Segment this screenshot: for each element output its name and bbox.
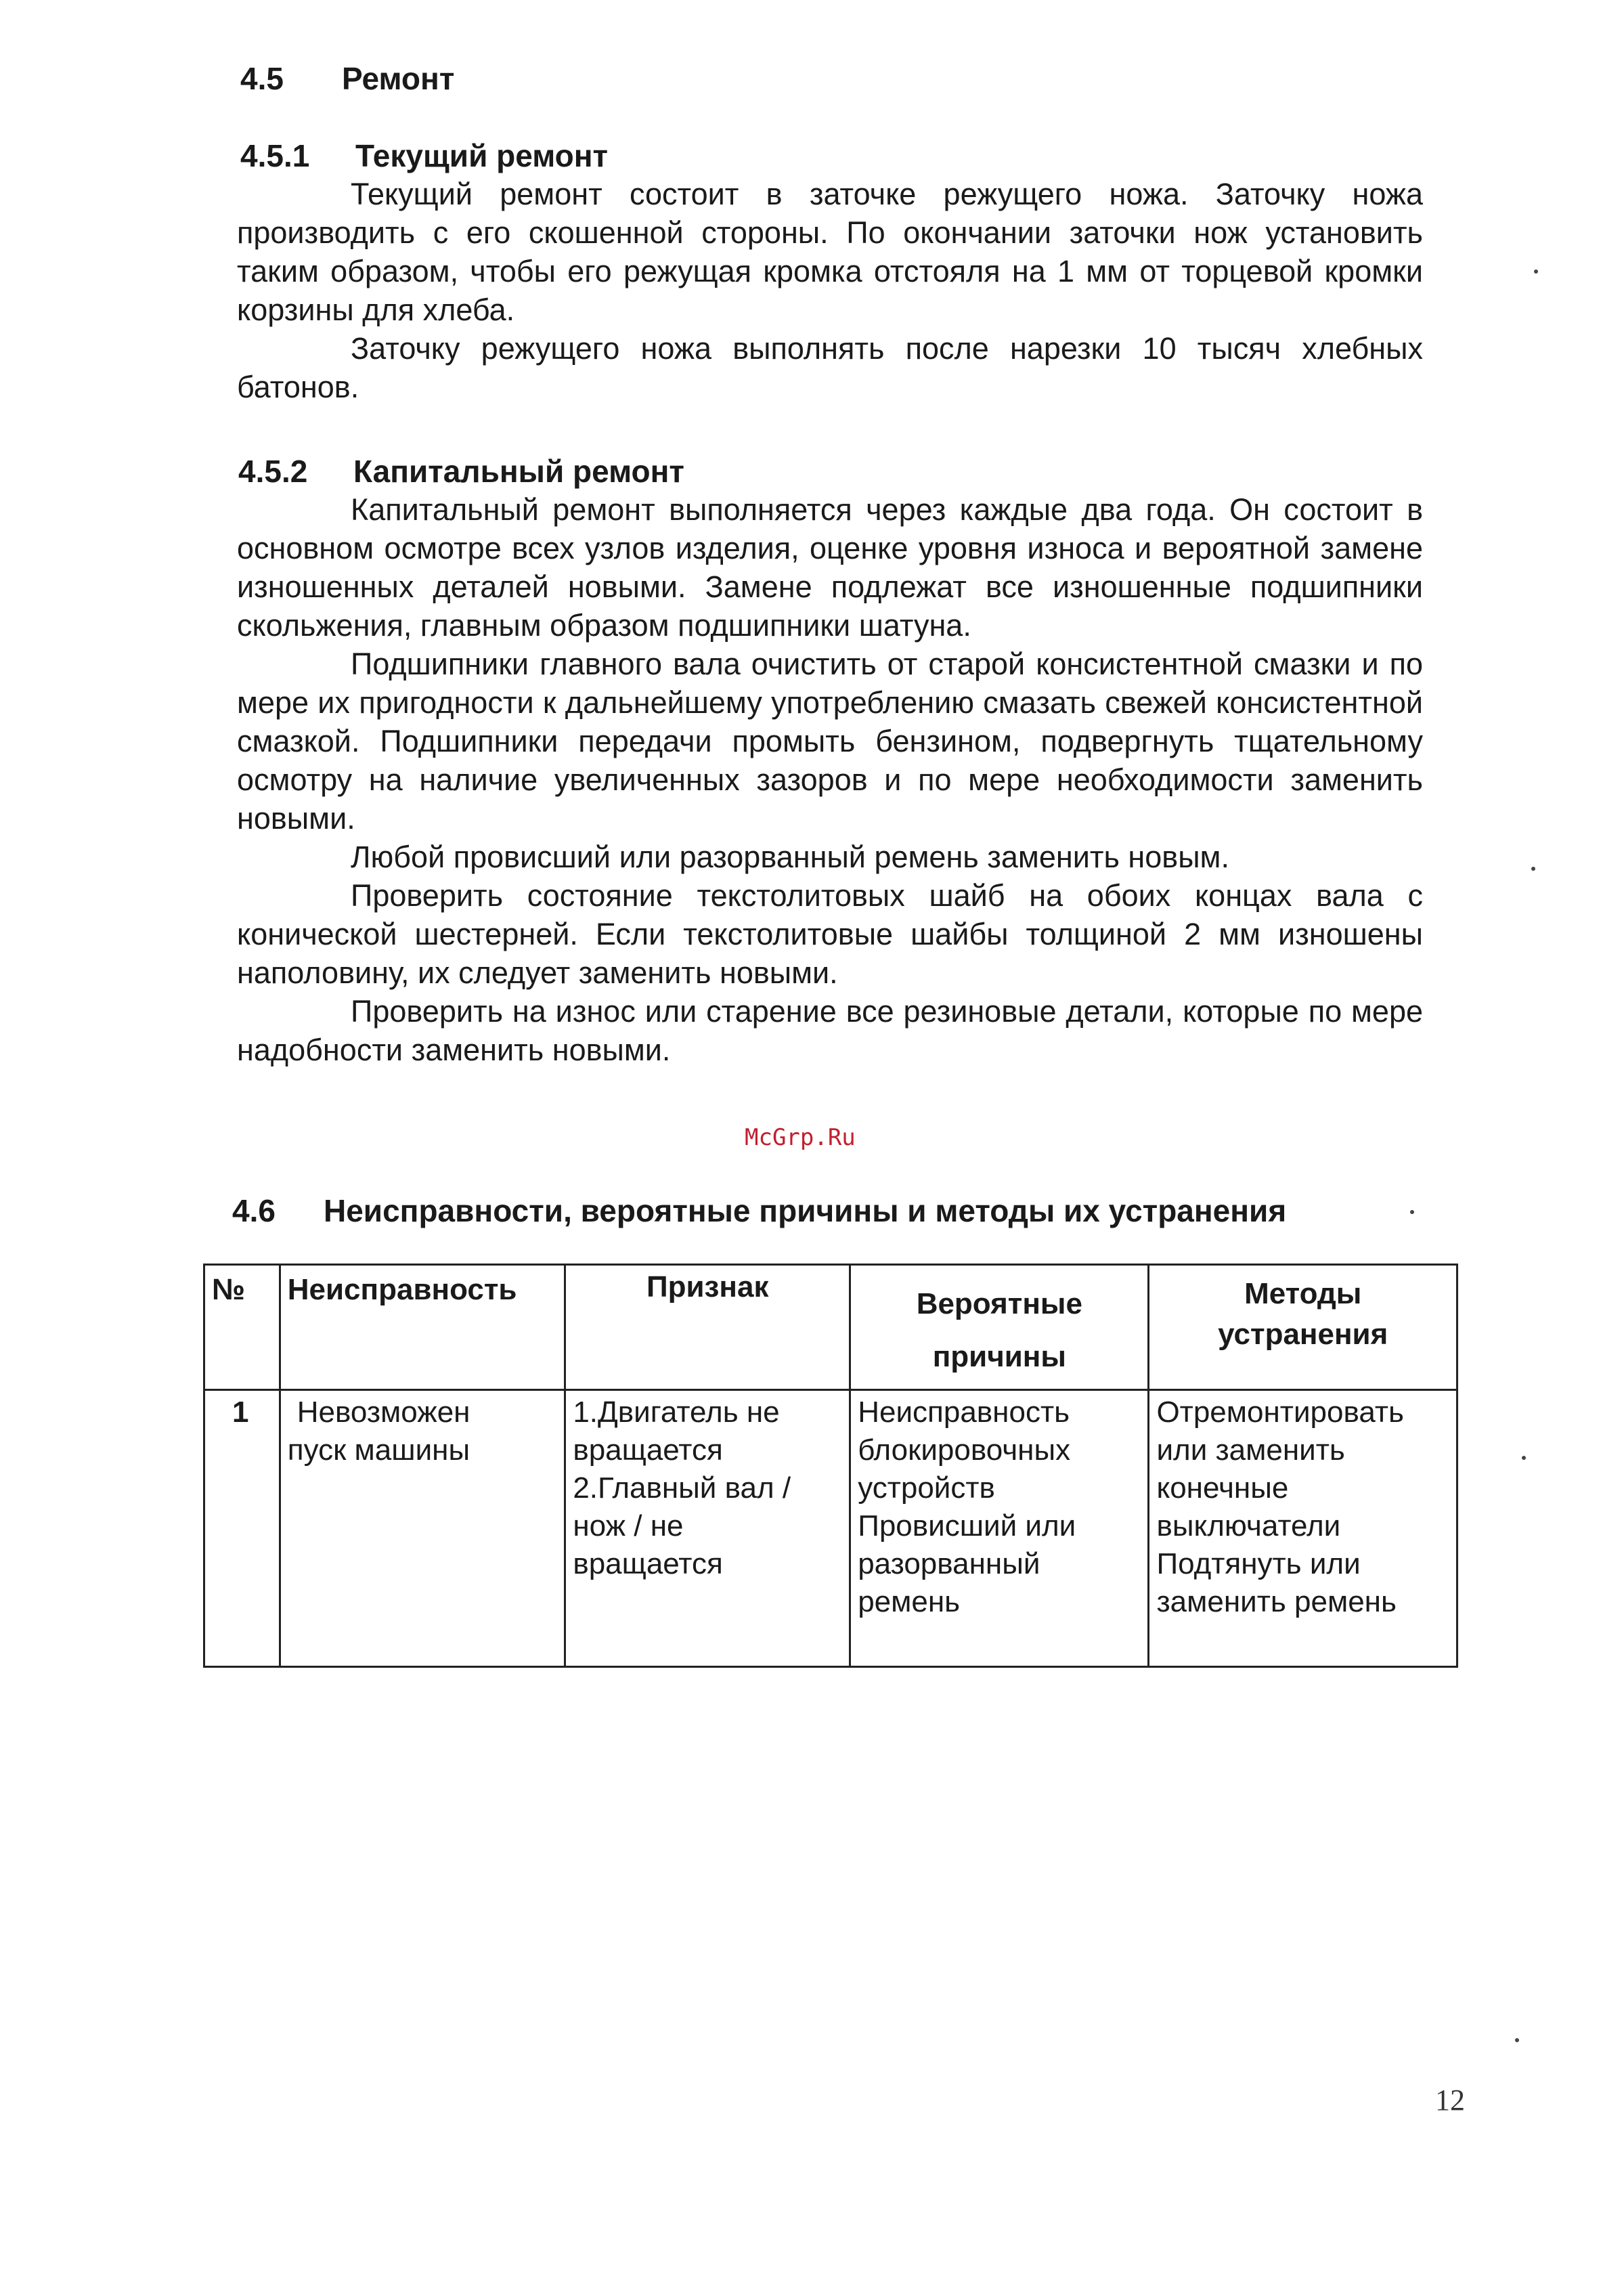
cell-line: 2.Главный вал / (573, 1471, 791, 1505)
header-method (1149, 1265, 1457, 1390)
section-number: 4.5.1 (240, 138, 310, 173)
header-method-line: устранения (1218, 1318, 1388, 1351)
section-number: 4.5 (240, 61, 284, 96)
scan-speck (1534, 269, 1538, 274)
scan-speck (1410, 1210, 1414, 1214)
header-method-line: Методы (1244, 1277, 1362, 1310)
section-heading-4-6 (232, 1192, 1286, 1230)
faults-table (203, 1264, 1458, 1668)
page-number: 12 (1435, 2084, 1465, 2117)
scan-speck (1531, 867, 1535, 871)
table-row (204, 1390, 1457, 1667)
cell-line: Невозможен (297, 1396, 470, 1429)
watermark-text: McGrp.Ru (745, 1124, 856, 1151)
paragraph: Текущий ремонт состоит в заточке режущего ножа. Заточку ножа производить с его скошенной стороны. По окончании заточки нож установить таким образом, чтобы его режущая кромка отстояля на 1 мм от торцевой кромки корзины для хлеба. (237, 177, 1423, 327)
header-cause (850, 1265, 1149, 1390)
section-number: 4.6 (232, 1193, 276, 1228)
header-sign: Признак (565, 1265, 850, 1390)
cell-line: разорванный (858, 1547, 1040, 1580)
header-cause-line: Вероятные (916, 1287, 1082, 1320)
cell-line: Неисправность (858, 1396, 1070, 1429)
section-heading-4-5-1 (240, 137, 608, 175)
cell-method (1149, 1390, 1457, 1667)
cell-line: заменить ремень (1156, 1585, 1397, 1618)
cell-line: Провисший или (858, 1509, 1076, 1542)
cell-line: ремень (858, 1585, 961, 1618)
cell-line: блокировочных (858, 1433, 1071, 1467)
section-title: Неисправности, вероятные причины и методы их устранения (324, 1193, 1287, 1228)
header-cause-line: причины (932, 1340, 1066, 1373)
scan-speck (1515, 2038, 1519, 2042)
cell-fault (280, 1390, 565, 1667)
cell-line: пуск машины (287, 1433, 470, 1467)
cell-line: вращается (573, 1433, 723, 1467)
cell-line: устройств (858, 1471, 995, 1505)
cell-line: или заменить (1156, 1433, 1345, 1467)
cell-cause (850, 1390, 1149, 1667)
paragraph: Проверить на износ или старение все резиновые детали, которые по мере надобности заменить новыми. (237, 994, 1423, 1067)
paragraph: Капитальный ремонт выполняется через каждые два года. Он состоит в основном осмотре всех узлов изделия, оценке уровня износа и вероятной замене изношенных деталей новыми. Замене подлежат все изношенные подшипники скольжения, главным образом подшипники шатуна. (237, 492, 1423, 643)
paragraph: Проверить состояние текстолитовых шайб на обоих концах вала с конической шестерней. Если текстолитовые шайбы толщиной 2 мм изношены наполовину, их следует заменить новыми. (237, 878, 1423, 990)
section-title: Капитальный ремонт (353, 454, 684, 489)
cell-line: Подтянуть или (1156, 1547, 1361, 1580)
paragraph: Любой провисший или разорванный ремень заменить новым. (351, 840, 1229, 874)
section-number: 4.5.2 (238, 454, 308, 489)
cell-line: нож / не (573, 1509, 684, 1542)
table-header-row (204, 1265, 1457, 1390)
cell-line: Отремонтировать (1156, 1396, 1404, 1429)
cell-line: выключатели (1156, 1509, 1341, 1542)
cell-sign (565, 1390, 850, 1667)
section-heading-4-5 (240, 60, 454, 98)
section-title: Текущий ремонт (355, 138, 609, 173)
section-title: Ремонт (342, 61, 455, 96)
cell-line: конечные (1156, 1471, 1289, 1505)
section-heading-4-5-2 (238, 452, 684, 490)
cell-line: 1.Двигатель не (573, 1396, 780, 1429)
paragraph: Подшипники главного вала очистить от старой консистентной смазки и по мере их пригодности к дальнейшему употреблению смазать свежей консистентной смазкой. Подшипники передачи промыть бензином, подвергнуть тщательному осмотру на наличие увеличенных зазоров и по мере необходимости заменить новыми. (237, 647, 1423, 836)
header-fault: Неисправность (280, 1265, 565, 1390)
cell-number: 1 (204, 1390, 280, 1667)
scan-speck (1522, 1456, 1526, 1460)
cell-line: вращается (573, 1547, 723, 1580)
header-number: № (204, 1265, 280, 1390)
paragraph: Заточку режущего ножа выполнять после нарезки 10 тысяч хлебных батонов. (237, 331, 1423, 404)
